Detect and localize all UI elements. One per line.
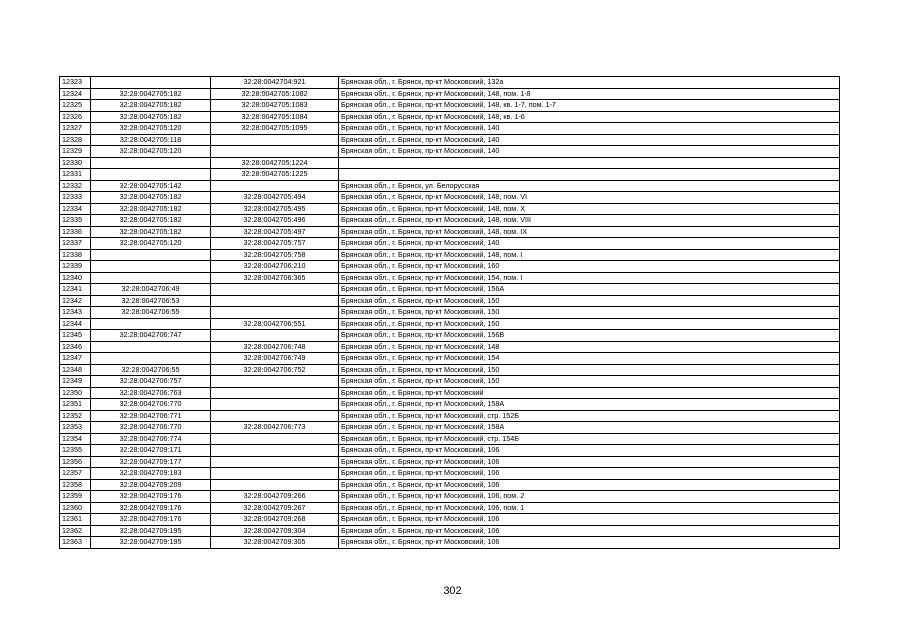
table-row (60, 226, 840, 238)
row-number-cell: 12350 (60, 387, 91, 399)
parcel-number-cell: 32:28:0042706:771 (91, 410, 211, 422)
address-cell: Брянская обл., г. Брянск, пр-кт Московский, 106 (339, 468, 840, 480)
object-number-cell: 32:28:0042705:1083 (211, 100, 339, 112)
object-number-cell: 32:28:0042705:1225 (211, 169, 339, 181)
address-cell: Брянская обл., г. Брянск, пр-кт Московский, 140 (339, 238, 840, 250)
address-cell: Брянская обл., г. Брянск, пр-кт Московский, стр. 154Б (339, 433, 840, 445)
parcel-number-cell: 32:28:0042705:182 (91, 88, 211, 100)
row-number-cell: 12349 (60, 376, 91, 388)
object-number-cell: 32:28:0042705:497 (211, 226, 339, 238)
object-number-cell (211, 479, 339, 491)
table-row (60, 330, 840, 342)
object-number-cell: 32:28:0042705:757 (211, 238, 339, 250)
parcel-number-cell: 32:28:0042706:770 (91, 422, 211, 434)
object-number-cell (211, 284, 339, 296)
parcel-number-cell (91, 157, 211, 169)
table-row (60, 146, 840, 158)
object-number-cell: 32:28:0042705:1224 (211, 157, 339, 169)
address-cell: Брянская обл., г. Брянск, пр-кт Московский, 148, пом. I (339, 249, 840, 261)
parcel-number-cell: 32:28:0042709:209 (91, 479, 211, 491)
page-number: 302 (443, 585, 462, 597)
object-number-cell (211, 433, 339, 445)
address-cell: Брянская обл., г. Брянск, пр-кт Московский, 150 (339, 295, 840, 307)
row-number-cell: 12353 (60, 422, 91, 434)
parcel-number-cell: 32:28:0042706:53 (91, 295, 211, 307)
address-cell: Брянская обл., г. Брянск, пр-кт Московский, 156А (339, 284, 840, 296)
table-row (60, 445, 840, 457)
parcel-number-cell: 32:28:0042709:176 (91, 514, 211, 526)
object-number-cell (211, 468, 339, 480)
object-number-cell (211, 456, 339, 468)
address-cell: Брянская обл., г. Брянск, пр-кт Московский, 150 (339, 318, 840, 330)
table-row (60, 123, 840, 135)
row-number-cell: 12356 (60, 456, 91, 468)
object-number-cell (211, 307, 339, 319)
parcel-number-cell: 32:28:0042709:176 (91, 491, 211, 503)
table-row (60, 353, 840, 365)
parcel-number-cell: 32:28:0042705:182 (91, 111, 211, 123)
table-row (60, 376, 840, 388)
object-number-cell: 32:28:0042709:304 (211, 525, 339, 537)
parcel-number-cell: 32:28:0042705:118 (91, 134, 211, 146)
row-number-cell: 12335 (60, 215, 91, 227)
row-number-cell: 12357 (60, 468, 91, 480)
object-number-cell (211, 445, 339, 457)
table-row (60, 399, 840, 411)
object-number-cell: 32:28:0042706:365 (211, 272, 339, 284)
parcel-number-cell: 32:28:0042705:182 (91, 226, 211, 238)
table-row (60, 422, 840, 434)
row-number-cell: 12341 (60, 284, 91, 296)
parcel-number-cell: 32:28:0042705:120 (91, 146, 211, 158)
table-row (60, 157, 840, 169)
parcel-number-cell (91, 261, 211, 273)
row-number-cell: 12338 (60, 249, 91, 261)
parcel-number-cell (91, 249, 211, 261)
row-number-cell: 12330 (60, 157, 91, 169)
row-number-cell: 12344 (60, 318, 91, 330)
row-number-cell: 12324 (60, 88, 91, 100)
row-number-cell: 12337 (60, 238, 91, 250)
parcel-number-cell (91, 353, 211, 365)
row-number-cell: 12329 (60, 146, 91, 158)
row-number-cell: 12325 (60, 100, 91, 112)
object-number-cell: 32:28:0042709:268 (211, 514, 339, 526)
parcel-number-cell (91, 272, 211, 284)
object-number-cell: 32:28:0042705:1084 (211, 111, 339, 123)
row-number-cell: 12340 (60, 272, 91, 284)
address-cell (339, 157, 840, 169)
address-cell: Брянская обл., г. Брянск, пр-кт Московский, 150 (339, 307, 840, 319)
address-cell: Брянская обл., г. Брянск, пр-кт Московский, 148, пом. IX (339, 226, 840, 238)
object-number-cell: 32:28:0042706:752 (211, 364, 339, 376)
row-number-cell: 12355 (60, 445, 91, 457)
parcel-number-cell: 32:28:0042709:195 (91, 525, 211, 537)
address-cell: Брянская обл., г. Брянск, пр-кт Московский, 154, пом. I (339, 272, 840, 284)
row-number-cell: 12345 (60, 330, 91, 342)
row-number-cell: 12347 (60, 353, 91, 365)
address-cell: Брянская обл., г. Брянск, пр-кт Московский, стр. 152Б (339, 410, 840, 422)
address-cell: Брянская обл., г. Брянск, пр-кт Московский, 148, пом. VI (339, 192, 840, 204)
object-number-cell: 32:28:0042706:773 (211, 422, 339, 434)
table-row (60, 525, 840, 537)
address-cell: Брянская обл., г. Брянск, пр-кт Московский, 106 (339, 479, 840, 491)
parcel-number-cell: 32:28:0042706:763 (91, 387, 211, 399)
object-number-cell (211, 146, 339, 158)
table-row (60, 479, 840, 491)
address-cell: Брянская обл., г. Брянск, пр-кт Московский, 140 (339, 134, 840, 146)
row-number-cell: 12351 (60, 399, 91, 411)
object-number-cell: 32:28:0042704:921 (211, 77, 339, 89)
address-cell: Брянская обл., г. Брянск, пр-кт Московский, 106 (339, 537, 840, 549)
object-number-cell: 32:28:0042705:1082 (211, 88, 339, 100)
object-number-cell (211, 330, 339, 342)
address-cell: Брянская обл., г. Брянск, пр-кт Московский, 140 (339, 146, 840, 158)
address-cell: Брянская обл., г. Брянск, пр-кт Московский, 156В (339, 330, 840, 342)
table-row (60, 272, 840, 284)
table-body (60, 77, 840, 549)
address-cell: Брянская обл., г. Брянск, пр-кт Московский, 150 (339, 364, 840, 376)
row-number-cell: 12352 (60, 410, 91, 422)
parcel-number-cell: 32:28:0042705:120 (91, 238, 211, 250)
table-row (60, 261, 840, 273)
row-number-cell: 12327 (60, 123, 91, 135)
parcel-number-cell (91, 169, 211, 181)
address-cell: Брянская обл., г. Брянск, пр-кт Московский, 132а (339, 77, 840, 89)
row-number-cell: 12336 (60, 226, 91, 238)
parcel-number-cell: 32:28:0042709:171 (91, 445, 211, 457)
parcel-number-cell: 32:28:0042705:142 (91, 180, 211, 192)
row-number-cell: 12358 (60, 479, 91, 491)
parcel-number-cell: 32:28:0042709:177 (91, 456, 211, 468)
table-row (60, 387, 840, 399)
table-row (60, 307, 840, 319)
row-number-cell: 12332 (60, 180, 91, 192)
row-number-cell: 12339 (60, 261, 91, 273)
parcel-number-cell (91, 318, 211, 330)
table-row (60, 192, 840, 204)
row-number-cell: 12333 (60, 192, 91, 204)
object-number-cell (211, 180, 339, 192)
object-number-cell: 32:28:0042706:551 (211, 318, 339, 330)
table-row (60, 88, 840, 100)
table-row (60, 433, 840, 445)
address-cell: Брянская обл., г. Брянск, пр-кт Московский (339, 387, 840, 399)
cadastral-table (59, 76, 840, 549)
row-number-cell: 12323 (60, 77, 91, 89)
object-number-cell: 32:28:0042706:210 (211, 261, 339, 273)
table-row (60, 491, 840, 503)
row-number-cell: 12361 (60, 514, 91, 526)
address-cell: Брянская обл., г. Брянск, пр-кт Московский, 154 (339, 353, 840, 365)
table-row (60, 456, 840, 468)
address-cell (339, 169, 840, 181)
parcel-number-cell: 32:28:0042706:747 (91, 330, 211, 342)
object-number-cell: 32:28:0042709:266 (211, 491, 339, 503)
object-number-cell (211, 295, 339, 307)
parcel-number-cell: 32:28:0042705:182 (91, 192, 211, 204)
row-number-cell: 12343 (60, 307, 91, 319)
address-cell: Брянская обл., г. Брянск, пр-кт Московский, 158А (339, 422, 840, 434)
parcel-number-cell: 32:28:0042706:55 (91, 307, 211, 319)
object-number-cell: 32:28:0042705:496 (211, 215, 339, 227)
address-cell: Брянская обл., г. Брянск, пр-кт Московский, 106 (339, 525, 840, 537)
table-row (60, 468, 840, 480)
table-row (60, 100, 840, 112)
table-row (60, 180, 840, 192)
table-row (60, 318, 840, 330)
table-row (60, 169, 840, 181)
address-cell: Брянская обл., г. Брянск, пр-кт Московский, 106 (339, 445, 840, 457)
object-number-cell: 32:28:0042705:758 (211, 249, 339, 261)
object-number-cell (211, 134, 339, 146)
address-cell: Брянская обл., г. Брянск, пр-кт Московский, 158А (339, 399, 840, 411)
parcel-number-cell: 32:28:0042705:182 (91, 215, 211, 227)
object-number-cell: 32:28:0042706:749 (211, 353, 339, 365)
parcel-number-cell: 32:28:0042709:195 (91, 537, 211, 549)
address-cell: Брянская обл., г. Брянск, пр-кт Московский, 148, кв. 1-7, пом. 1-7 (339, 100, 840, 112)
table-row (60, 295, 840, 307)
table-row (60, 502, 840, 514)
row-number-cell: 12342 (60, 295, 91, 307)
parcel-number-cell: 32:28:0042706:774 (91, 433, 211, 445)
parcel-number-cell: 32:28:0042706:757 (91, 376, 211, 388)
parcel-number-cell (91, 341, 211, 353)
table-row (60, 77, 840, 89)
row-number-cell: 12331 (60, 169, 91, 181)
address-cell: Брянская обл., г. Брянск, пр-кт Московский, 140 (339, 123, 840, 135)
object-number-cell: 32:28:0042705:494 (211, 192, 339, 204)
address-cell: Брянская обл., г. Брянск, пр-кт Московский, 148, пом. VIII (339, 215, 840, 227)
object-number-cell (211, 399, 339, 411)
address-cell: Брянская обл., г. Брянск, пр-кт Московский, 148, пом. X (339, 203, 840, 215)
row-number-cell: 12363 (60, 537, 91, 549)
object-number-cell: 32:28:0042709:267 (211, 502, 339, 514)
table-row (60, 514, 840, 526)
parcel-number-cell: 32:28:0042709:176 (91, 502, 211, 514)
parcel-number-cell: 32:28:0042705:182 (91, 203, 211, 215)
table-row (60, 111, 840, 123)
address-cell: Брянская обл., г. Брянск, пр-кт Московский, 106 (339, 514, 840, 526)
parcel-number-cell: 32:28:0042709:183 (91, 468, 211, 480)
table-row (60, 341, 840, 353)
row-number-cell: 12359 (60, 491, 91, 503)
row-number-cell: 12362 (60, 525, 91, 537)
address-cell: Брянская обл., г. Брянск, пр-кт Московский, 106 (339, 456, 840, 468)
table-row (60, 134, 840, 146)
parcel-number-cell: 32:28:0042705:120 (91, 123, 211, 135)
address-cell: Брянская обл., г. Брянск, пр-кт Московский, 148, пом. 1-8 (339, 88, 840, 100)
parcel-number-cell: 32:28:0042705:182 (91, 100, 211, 112)
table-row (60, 238, 840, 250)
object-number-cell: 32:28:0042705:495 (211, 203, 339, 215)
object-number-cell: 32:28:0042709:305 (211, 537, 339, 549)
object-number-cell (211, 387, 339, 399)
table-row (60, 249, 840, 261)
row-number-cell: 12328 (60, 134, 91, 146)
address-cell: Брянская обл., г. Брянск, пр-кт Московский, 148, кв. 1-6 (339, 111, 840, 123)
parcel-number-cell (91, 77, 211, 89)
table-row (60, 284, 840, 296)
address-cell: Брянская обл., г. Брянск, пр-кт Московский, 106, пом. 2 (339, 491, 840, 503)
table-row (60, 537, 840, 549)
parcel-number-cell: 32:28:0042706:49 (91, 284, 211, 296)
row-number-cell: 12360 (60, 502, 91, 514)
table-row (60, 364, 840, 376)
address-cell: Брянская обл., г. Брянск, пр-кт Московский, 106, пом. 1 (339, 502, 840, 514)
row-number-cell: 12334 (60, 203, 91, 215)
table-row (60, 215, 840, 227)
parcel-number-cell: 32:28:0042706:770 (91, 399, 211, 411)
address-cell: Брянская обл., г. Брянск, пр-кт Московский, 148 (339, 341, 840, 353)
row-number-cell: 12346 (60, 341, 91, 353)
row-number-cell: 12348 (60, 364, 91, 376)
object-number-cell (211, 376, 339, 388)
address-cell: Брянская обл., г. Брянск, ул. Белорусская (339, 180, 840, 192)
row-number-cell: 12354 (60, 433, 91, 445)
address-cell: Брянская обл., г. Брянск, пр-кт Московский, 150 (339, 376, 840, 388)
object-number-cell (211, 410, 339, 422)
object-number-cell: 32:28:0042705:1095 (211, 123, 339, 135)
object-number-cell: 32:28:0042706:748 (211, 341, 339, 353)
table-row (60, 410, 840, 422)
row-number-cell: 12326 (60, 111, 91, 123)
parcel-number-cell: 32:28:0042706:55 (91, 364, 211, 376)
address-cell: Брянская обл., г. Брянск, пр-кт Московский, 160 (339, 261, 840, 273)
table-row (60, 203, 840, 215)
